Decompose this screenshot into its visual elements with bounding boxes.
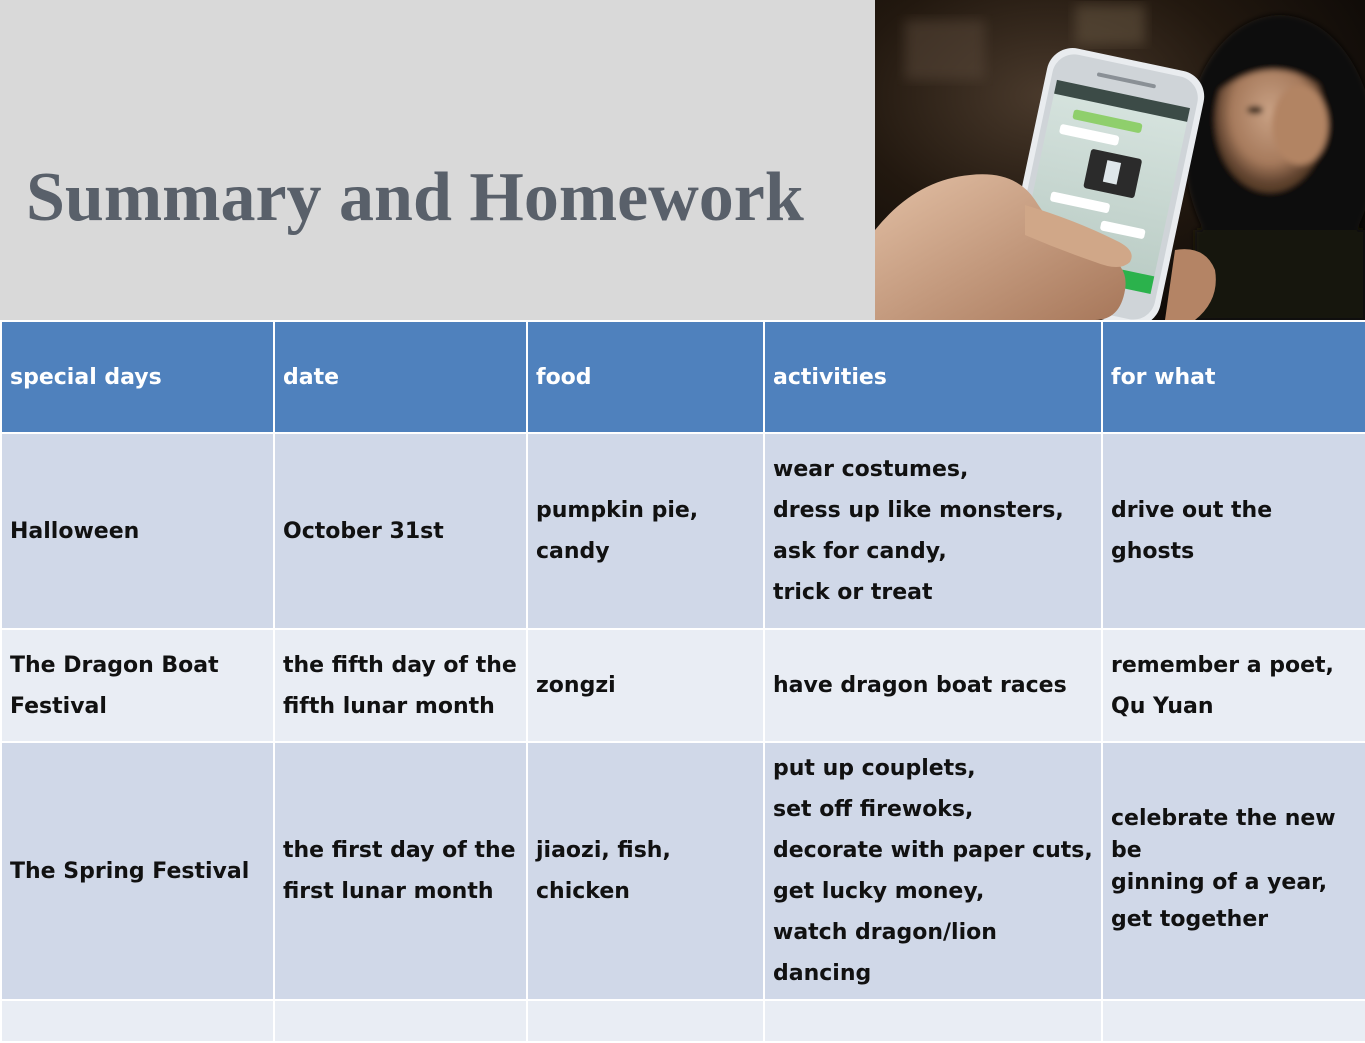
cell-line: Qu Yuan (1111, 693, 1214, 719)
phone-photo-illustration (875, 0, 1365, 320)
cell-line: Festival (10, 693, 107, 719)
cell-for-what (1102, 629, 1365, 742)
header-special-days: special days (1, 321, 274, 433)
cell-empty (527, 1000, 764, 1042)
cell-line: decorate with paper cuts, (773, 838, 1093, 863)
cell-line: first lunar month (283, 879, 494, 904)
cell-line: get lucky money, (773, 879, 985, 904)
cell-line: watch dragon/lion dancing (773, 920, 997, 986)
cell-activities (764, 433, 1102, 629)
cell-line: trick or treat (773, 580, 933, 605)
cell-line: get together (1111, 906, 1269, 932)
festival-summary-table (0, 320, 1365, 1043)
cell-line: drive out the ghosts (1111, 498, 1273, 564)
cell-empty (764, 1000, 1102, 1042)
cell-line: Halloween (10, 518, 140, 544)
cell-food (527, 629, 764, 742)
cell-line: celebrate the new be (1111, 805, 1336, 863)
slide-title: Summary and Homework (26, 159, 804, 236)
table-row (1, 629, 1365, 742)
table-row (1, 433, 1365, 629)
cell-line: fifth lunar month (283, 693, 495, 719)
cell-for-what (1102, 433, 1365, 629)
cell-line: wear costumes, (773, 457, 969, 482)
header-date: date (274, 321, 527, 433)
cell-empty (1102, 1000, 1365, 1042)
cell-empty (274, 1000, 527, 1042)
cell-date (274, 433, 527, 629)
cell-line: the first day of the (283, 838, 516, 863)
table-row (1, 1000, 1365, 1042)
cell-date (274, 742, 527, 1000)
cell-special-day (1, 629, 274, 742)
cell-line: set off firewoks, (773, 797, 974, 822)
photo-person-holding-phone (875, 0, 1365, 320)
table-header-row (1, 321, 1365, 433)
header-band (0, 0, 875, 320)
cell-activities (764, 742, 1102, 1000)
cell-special-day (1, 433, 274, 629)
cell-line: the fifth day of the (283, 652, 517, 678)
cell-for-what (1102, 742, 1365, 1000)
cell-date (274, 629, 527, 742)
cell-special-day (1, 742, 274, 1000)
cell-empty (1, 1000, 274, 1042)
header-for-what: for what (1102, 321, 1365, 433)
cell-line: put up couplets, (773, 756, 976, 781)
cell-line: The Dragon Boat (10, 652, 219, 678)
cell-line: The Spring Festival (10, 858, 250, 884)
header-activities: activities (764, 321, 1102, 433)
table-row (1, 742, 1365, 1000)
cell-line: remember a poet, (1111, 652, 1334, 678)
cell-line: pumpkin pie, candy (536, 498, 699, 564)
cell-activities (764, 629, 1102, 742)
cell-line: ask for candy, (773, 539, 947, 564)
cell-line: dress up like monsters, (773, 498, 1064, 523)
cell-food (527, 433, 764, 629)
cell-food (527, 742, 764, 1000)
cell-line: jiaozi, fish, chicken (536, 838, 671, 904)
header-food: food (527, 321, 764, 433)
cell-line: ginning of a year, (1111, 869, 1328, 895)
cell-line: October 31st (283, 518, 444, 544)
cell-line: zongzi (536, 673, 616, 698)
cell-line: have dragon boat races (773, 673, 1067, 698)
